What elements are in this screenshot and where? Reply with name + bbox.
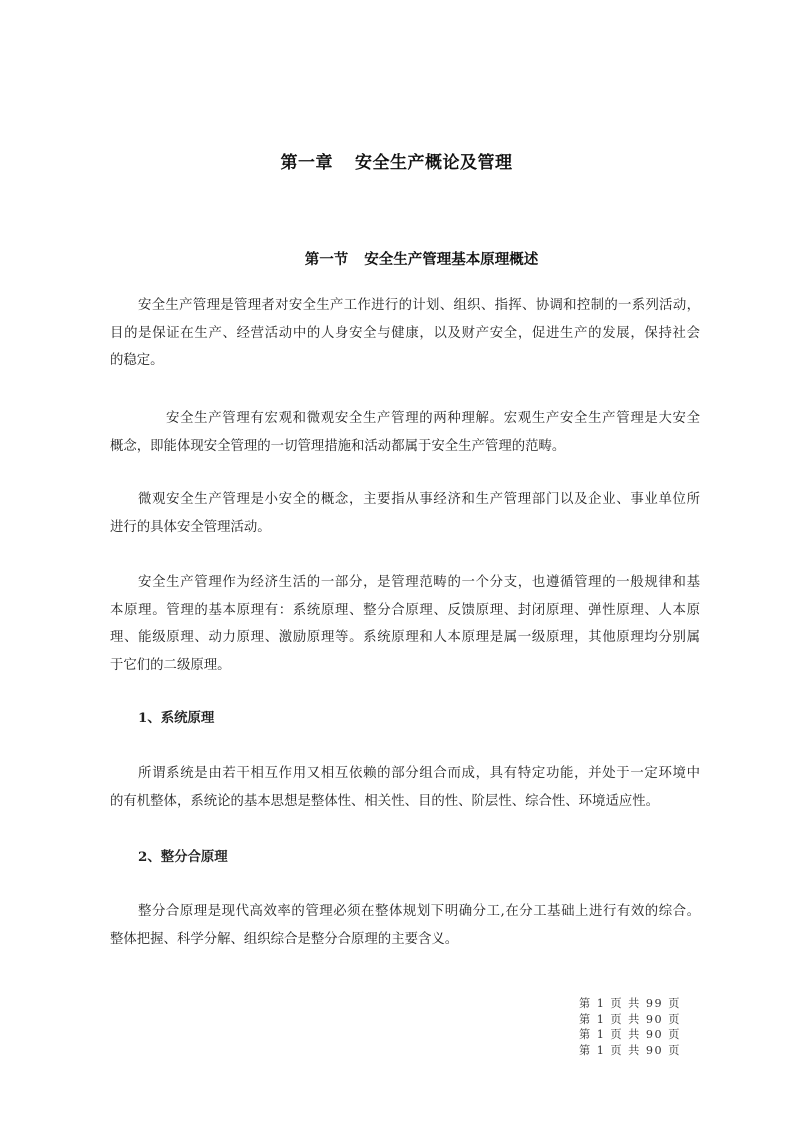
chapter-title-text: 安全生产概论及管理 [355,153,513,173]
paragraph-line: 目的是保证在生产、经营活动中的人身安全与健康，以及财产安全，促进生产的发展，保持社会 [110,325,700,341]
page-number-footer [579,996,681,1058]
paragraph-line: 安全生产管理是管理者对安全生产工作进行的计划、组织、指挥、协调和控制的一系列活动， [138,298,700,313]
paragraph-line: 理、能级原理、动力原理、激励原理等。系统原理和人本原理是属一级原理，其他原理均分别属 [110,630,700,645]
chapter-title [0,148,793,173]
paragraph-macro-micro [110,405,700,460]
section-title [0,248,793,269]
page-number-line: 第 1 页 共 90 页 [579,1012,681,1026]
paragraph-line: 整体把握、科学分解、组织综合是整分合原理的主要含义。 [110,931,459,947]
paragraph-line: 微观安全生产管理是小安全的概念，主要指从事经济和生产管理部门以及企业、事业单位所 [138,492,700,507]
paragraph-line: 整分合原理是现代高效率的管理必须在整体规划下明确分工,在分工基础上进行有效的综合。 [138,904,700,919]
paragraph-line: 的有机整体，系统论的基本思想是整体性、相关性、目的性、阶层性、综合性、环境适应性。 [110,793,660,809]
page-number-line: 第 1 页 共 99 页 [579,997,681,1010]
paragraph-line: 本原理。管理的基本原理有：系统原理、整分合原理、反馈原理、封闭原理、弹性原理、人本原 [110,602,700,618]
paragraph-principles [110,569,700,679]
subsection-heading-system: 1、系统原理 [138,710,215,726]
section-number: 第一节 [304,252,349,268]
chapter-number: 第一章 [280,153,333,173]
paragraph-line: 概念，即能体现安全管理的一切管理措施和活动都属于安全生产管理的范畴。 [110,438,566,454]
page-number-line: 第 1 页 共 90 页 [579,1028,681,1041]
paragraph-line: 的稳定。 [110,353,164,368]
paragraph-line: 安全生产管理有宏观和微观安全生产管理的两种理解。宏观生产安全生产管理是大安全 [166,411,700,426]
paragraph-integration [110,898,700,953]
paragraph-line: 于它们的二级原理。 [110,657,231,673]
page-number-line: 第 1 页 共 90 页 [579,1043,681,1057]
subsection-heading-integration: 2、整分合原理 [138,849,228,865]
paragraph-line: 安全生产管理作为经济生活的一部分，是管理范畴的一个分支，也遵循管理的一般规律和基 [138,575,700,590]
paragraph-definition [110,292,700,375]
section-title-text: 安全生产管理基本原理概述 [364,252,539,268]
paragraph-line: 所谓系统是由若干相互作用又相互依赖的部分组合而成，具有特定功能，并处于一定环境中 [138,766,700,781]
paragraph-line: 进行的具体安全管理活动。 [110,519,271,535]
paragraph-system [110,760,700,815]
paragraph-micro [110,486,700,541]
